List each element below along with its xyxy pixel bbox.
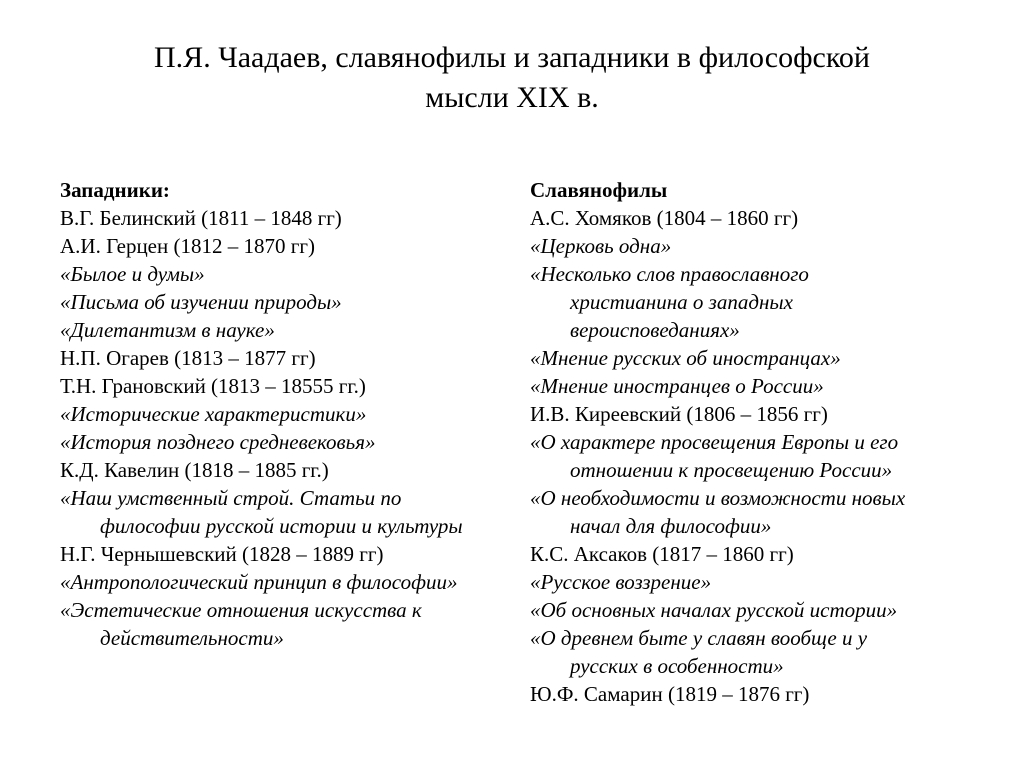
slide-title-line-2: мысли XIX в. bbox=[425, 81, 599, 114]
text-line: Т.Н. Грановский (1813 – 18555 гг.) bbox=[60, 374, 366, 398]
text-line: «Несколько слов православного bbox=[530, 262, 809, 286]
list-item-work bbox=[530, 260, 980, 344]
slide-title bbox=[0, 0, 1024, 118]
text-line: «Церковь одна» bbox=[530, 234, 672, 258]
text-line: «Русское воззрение» bbox=[530, 570, 712, 594]
list-item-name bbox=[530, 204, 980, 232]
text-line: «Мнение русских об иностранцах» bbox=[530, 346, 841, 370]
text-line: «Исторические характеристики» bbox=[60, 402, 367, 426]
text-line: «Эстетические отношения искусства к bbox=[60, 598, 422, 622]
columns-area bbox=[0, 176, 1024, 708]
text-line: А.С. Хомяков (1804 – 1860 гг) bbox=[530, 206, 799, 230]
list-item-name bbox=[530, 540, 980, 568]
westernizers-list bbox=[60, 176, 530, 652]
text-line: К.С. Аксаков (1817 – 1860 гг) bbox=[530, 542, 794, 566]
text-line: Славянофилы bbox=[530, 178, 668, 202]
text-line: русских в особенности» bbox=[570, 654, 784, 678]
text-line: «Письма об изучении природы» bbox=[60, 290, 342, 314]
column-westernizers bbox=[60, 176, 530, 708]
list-item-work bbox=[60, 400, 530, 428]
text-line: действительности» bbox=[100, 626, 284, 650]
text-line: христианина о западных bbox=[570, 290, 793, 314]
text-line: Западники: bbox=[60, 178, 170, 202]
slide-title-line-1: П.Я. Чаадаев, славянофилы и западники в философской bbox=[154, 41, 870, 74]
list-item-work bbox=[60, 428, 530, 456]
list-item-work bbox=[530, 372, 980, 400]
text-line: Ю.Ф. Самарин (1819 – 1876 гг) bbox=[530, 682, 810, 706]
list-item-header bbox=[530, 176, 980, 204]
text-line: «Мнение иностранцев о России» bbox=[530, 374, 824, 398]
text-line: В.Г. Белинский (1811 – 1848 гг) bbox=[60, 206, 342, 230]
list-item-work bbox=[60, 596, 530, 652]
list-item-name bbox=[60, 204, 530, 232]
text-line: «О необходимости и возможности новых bbox=[530, 486, 906, 510]
list-item-name bbox=[60, 232, 530, 260]
text-line: И.В. Киреевский (1806 – 1856 гг) bbox=[530, 402, 828, 426]
list-item-work bbox=[530, 596, 980, 624]
text-line: «Былое и думы» bbox=[60, 262, 205, 286]
list-item-work bbox=[60, 288, 530, 316]
text-line: «О характере просвещения Европы и его bbox=[530, 430, 899, 454]
text-line: философии русской истории и культуры bbox=[100, 514, 463, 538]
text-line: «Дилетантизм в науке» bbox=[60, 318, 275, 342]
text-line: «Антропологический принцип в философии» bbox=[60, 570, 458, 594]
list-item-name bbox=[60, 344, 530, 372]
list-item-header bbox=[60, 176, 530, 204]
list-item-work bbox=[60, 484, 530, 540]
text-line: «Об основных началах русской истории» bbox=[530, 598, 898, 622]
text-line: вероисповеданиях» bbox=[570, 318, 740, 342]
column-slavophiles bbox=[530, 176, 980, 708]
list-item-work bbox=[530, 484, 980, 540]
list-item-name bbox=[60, 372, 530, 400]
list-item-work bbox=[60, 568, 530, 596]
list-item-work bbox=[530, 624, 980, 680]
list-item-work bbox=[60, 316, 530, 344]
list-item-work bbox=[60, 260, 530, 288]
text-line: «История позднего средневековья» bbox=[60, 430, 376, 454]
text-line: «О древнем быте у славян вообще и у bbox=[530, 626, 868, 650]
list-item-work bbox=[530, 232, 980, 260]
text-line: начал для философии» bbox=[570, 514, 772, 538]
text-line: отношении к просвещению России» bbox=[570, 458, 893, 482]
text-line: «Наш умственный строй. Статьи по bbox=[60, 486, 402, 510]
list-item-name bbox=[530, 680, 980, 708]
list-item-work bbox=[530, 344, 980, 372]
text-line: Н.Г. Чернышевский (1828 – 1889 гг) bbox=[60, 542, 384, 566]
list-item-work bbox=[530, 428, 980, 484]
list-item-name bbox=[60, 540, 530, 568]
text-line: А.И. Герцен (1812 – 1870 гг) bbox=[60, 234, 315, 258]
list-item-name bbox=[530, 400, 980, 428]
text-line: Н.П. Огарев (1813 – 1877 гг) bbox=[60, 346, 316, 370]
list-item-name bbox=[60, 456, 530, 484]
slavophiles-list bbox=[530, 176, 980, 708]
list-item-work bbox=[530, 568, 980, 596]
text-line: К.Д. Кавелин (1818 – 1885 гг.) bbox=[60, 458, 329, 482]
